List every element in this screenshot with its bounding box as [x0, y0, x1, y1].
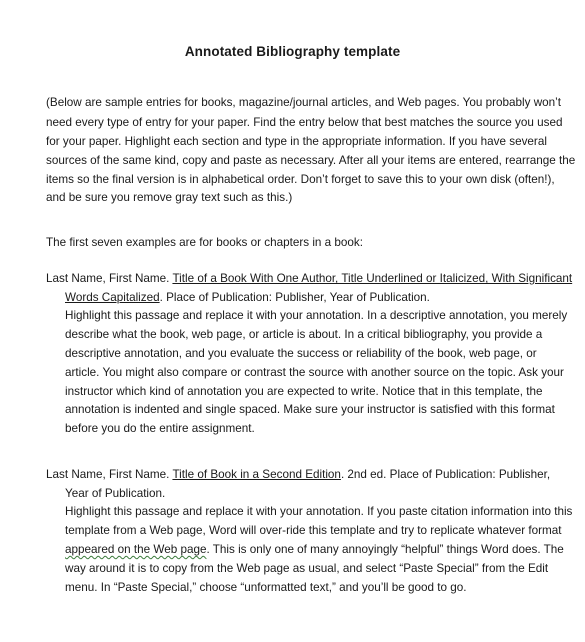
citation-entry-2-line-2: Year of Publication.	[65, 487, 166, 500]
citation-author: Last Name, First Name.	[46, 272, 173, 285]
citation-title: Words Capitalized	[65, 291, 160, 304]
annotation-line: describe what the book, web page, or article is about. In a critical bibliography, you provide a	[65, 328, 543, 341]
citation-entry-2-line-1	[46, 468, 550, 482]
grammar-squiggle-text: appeared on the Web page	[65, 543, 207, 556]
citation-title: Title of a Book With One Author, Title Underlined or Italicized, With Significant	[172, 272, 573, 285]
annotation-line: menu. In “Paste Special,” choose “unformatted text,” and you’ll be good to go.	[65, 581, 467, 594]
annotation-line: Highlight this passage and replace it with your annotation. In a descriptive annotation, you merely	[65, 309, 568, 322]
annotation-line: appeared on the Web page. This is only one of many annoyingly “helpful” things Word does. The	[65, 543, 564, 556]
annotation-line: Highlight this passage and replace it with your annotation. If you paste citation information into this	[65, 505, 573, 518]
citation-author: Last Name, First Name.	[46, 468, 173, 481]
intro-line: sources of the same kind, copy and paste as necessary. After all your items are entered, rearrange the	[46, 154, 576, 167]
annotation-line: template from a Web page, Word will over-ride this template and try to replicate whatever format	[65, 524, 562, 537]
citation-publication: . 2nd ed. Place of Publication: Publisher,	[340, 468, 551, 481]
intro-line: (Below are sample entries for books, magazine/journal articles, and Web pages. You probably won’t	[46, 96, 561, 109]
citation-entry-1-line-1	[46, 272, 572, 286]
citation-title: Title of Book in a Second Edition	[172, 468, 341, 481]
annotation-line: before you do the entire assignment.	[65, 422, 255, 435]
annotation-line: annotation is indented and single spaced. Make sure your instructor is satisfied with this format	[65, 403, 555, 416]
annotation-line: article. You might also compare or contrast the source with another source on the topic. Ask your	[65, 366, 564, 379]
intro-line: need every type of entry for your paper. Find the entry below that best matches the source you used	[46, 116, 563, 129]
citation-entry-1-line-2	[65, 291, 430, 305]
annotation-line: way around it is to copy from the Web page as usual, and select “Paste Special” from the Edit	[65, 562, 549, 575]
annotation-line: descriptive annotation, and you evaluate the success or reliability of the book, web page, or	[65, 347, 537, 360]
annotation-line: instructor which kind of annotation you are expected to write. Notice that in this template, the	[65, 385, 543, 398]
citation-publication: . Place of Publication: Publisher, Year of Publication.	[159, 291, 430, 304]
intro-line: items so the final version is in alphabetical order. Don’t forget to save this to your own disk (often!),	[46, 173, 555, 186]
intro-line: and be sure you remove gray text such as this.)	[46, 191, 293, 204]
section-intro: The first seven examples are for books or chapters in a book:	[46, 236, 364, 249]
intro-line: for your paper. Highlight each section and type in the appropriate information. If you have several	[46, 135, 547, 148]
document-title: Annotated Bibliography template	[184, 44, 401, 59]
